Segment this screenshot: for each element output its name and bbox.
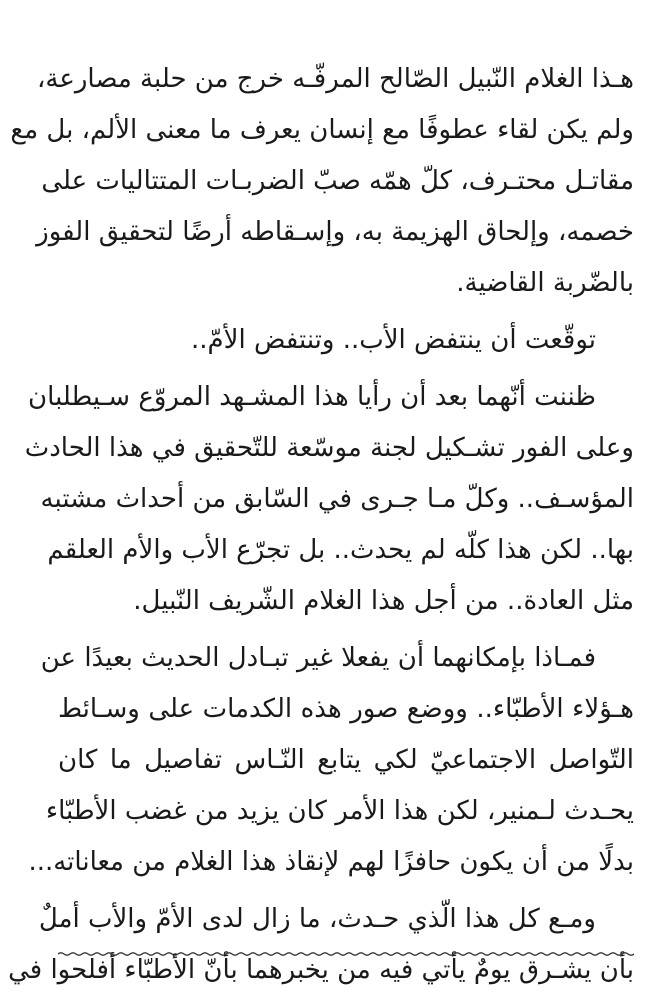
wavy-divider bbox=[58, 948, 634, 960]
paragraph bbox=[28, 633, 634, 888]
text-line: ومـع كل هذا الّذي حـدث، ما زال لدى الأمّ والأب أملٌ bbox=[38, 904, 596, 934]
text-line: يحـدث لـمنير، لكن هذا الأمر كان يزيد من غضب الأطبّاء bbox=[45, 796, 634, 826]
text-line: هـؤلاء الأطبّاء.. ووضع صور هذه الكدمات على وسـائط bbox=[58, 694, 634, 724]
text-line: وعلى الفور تشـكيل لجنة موسّعة للتّحقيق في هذا الحادث bbox=[24, 433, 634, 463]
paragraph bbox=[10, 54, 634, 309]
text-line: خصمه، وإلحاق الهزيمة به، وإسـقاطه أرضًا لتحقيق الفوز bbox=[36, 217, 634, 247]
text-line: بدلًا من أن يكون حافزًا لهم لإنقاذ هذا الغلام من معاناته... bbox=[28, 847, 634, 877]
text-line: مقاتـل محتـرف، كلّ همّه صبّ الضربـات المتتاليات على bbox=[41, 166, 634, 196]
text-line: المؤسـف.. وكلّ مـا جـرى في السّابق من أحداث مشتبه bbox=[40, 484, 634, 514]
paragraph bbox=[8, 894, 634, 996]
paragraph bbox=[24, 372, 634, 627]
text-line: بها.. لكن هذا كلّه لم يحدث.. بل تجرّع الأب والأم العلقم bbox=[47, 535, 634, 565]
book-page bbox=[8, 54, 634, 996]
text-line: بأن يشـرق يومٌ يأتي فيه من يخبرهما بأنّ الأطبّاء أفلحوا في bbox=[8, 955, 634, 985]
paragraph bbox=[58, 315, 634, 366]
text-line: التّواصل الاجتماعيّ لكي يتابع النّـاس تفاصيل ما كان bbox=[58, 745, 634, 775]
text-line: توقّعت أن ينتفض الأب.. وتنتفض الأمّ.. bbox=[191, 325, 596, 355]
text-line: ظننت أنّهما بعد أن رأيا هذا المشـهد المروّع سـيطلبان bbox=[28, 382, 596, 412]
text-line: هـذا الغلام النّبيل الصّالح المرفّـه خرج من حلبة مصارعة، bbox=[37, 64, 634, 94]
text-line: مثل العادة.. من أجل هذا الغلام الشّريف النّبيل. bbox=[133, 586, 634, 616]
text-body bbox=[8, 54, 634, 996]
text-line: ولم يكن لقاء عطوفًا مع إنسان يعرف ما معنى الألم، بل مع bbox=[10, 115, 634, 145]
text-line: فمـاذا بإمكانهما أن يفعلا غير تبـادل الحديث بعيدًا عن bbox=[40, 643, 596, 673]
text-line: بالضّربة القاضية. bbox=[456, 268, 634, 298]
